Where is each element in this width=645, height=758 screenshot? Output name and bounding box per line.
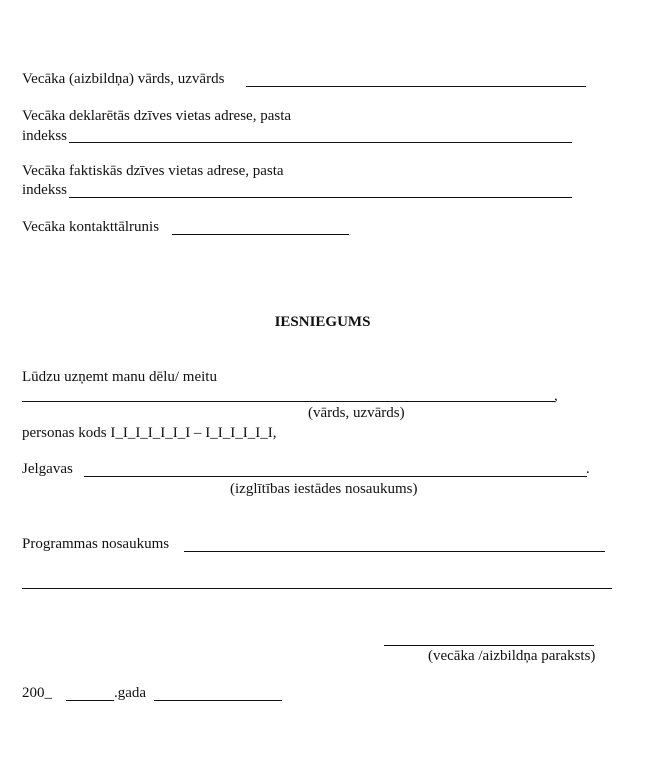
signature-line[interactable] [384,645,594,646]
date-gada-text: .gada [114,685,147,701]
declared-address-label: Vecāka deklarētās dzīves vietas adrese, pasta [22,108,292,124]
date-day-line[interactable] [66,700,114,701]
request-text: Lūdzu uzņemt manu dēlu/ meitu [22,369,217,385]
actual-address-line[interactable] [69,197,572,198]
institution-line[interactable] [84,476,587,477]
personal-code-text: personas kods I_I_I_I_I_I_I – I_I_I_I_I_I, [22,425,277,441]
date-month-line[interactable] [154,700,282,701]
city-label: Jelgavas [22,461,73,477]
phone-line[interactable] [172,234,349,235]
signature-caption: (vecāka /aizbildņa paraksts) [428,648,596,664]
program-line-continued[interactable] [22,588,612,589]
date-year: 200_ [22,685,52,701]
institution-caption: (izglītības iestādes nosaukums) [230,481,418,497]
actual-address-label: Vecāka faktiskās dzīves vietas adrese, pasta [22,163,284,179]
actual-address-label-cont: indekss [22,182,67,198]
phone-label: Vecāka kontakttālrunis [22,219,160,235]
document-title: IESNIEGUMS [274,314,371,330]
parent-name-label: Vecāka (aizbildņa) vārds, uzvārds [22,71,225,87]
child-name-caption: (vārds, uzvārds) [308,405,405,421]
child-name-line[interactable] [22,401,555,402]
child-name-line-comma: , [554,388,558,404]
program-label: Programmas nosaukums [22,536,170,552]
declared-address-line[interactable] [69,142,572,143]
declared-address-label-cont: indekss [22,128,67,144]
institution-line-period: . [586,461,590,477]
program-line[interactable] [184,551,605,552]
parent-name-line[interactable] [246,86,586,87]
